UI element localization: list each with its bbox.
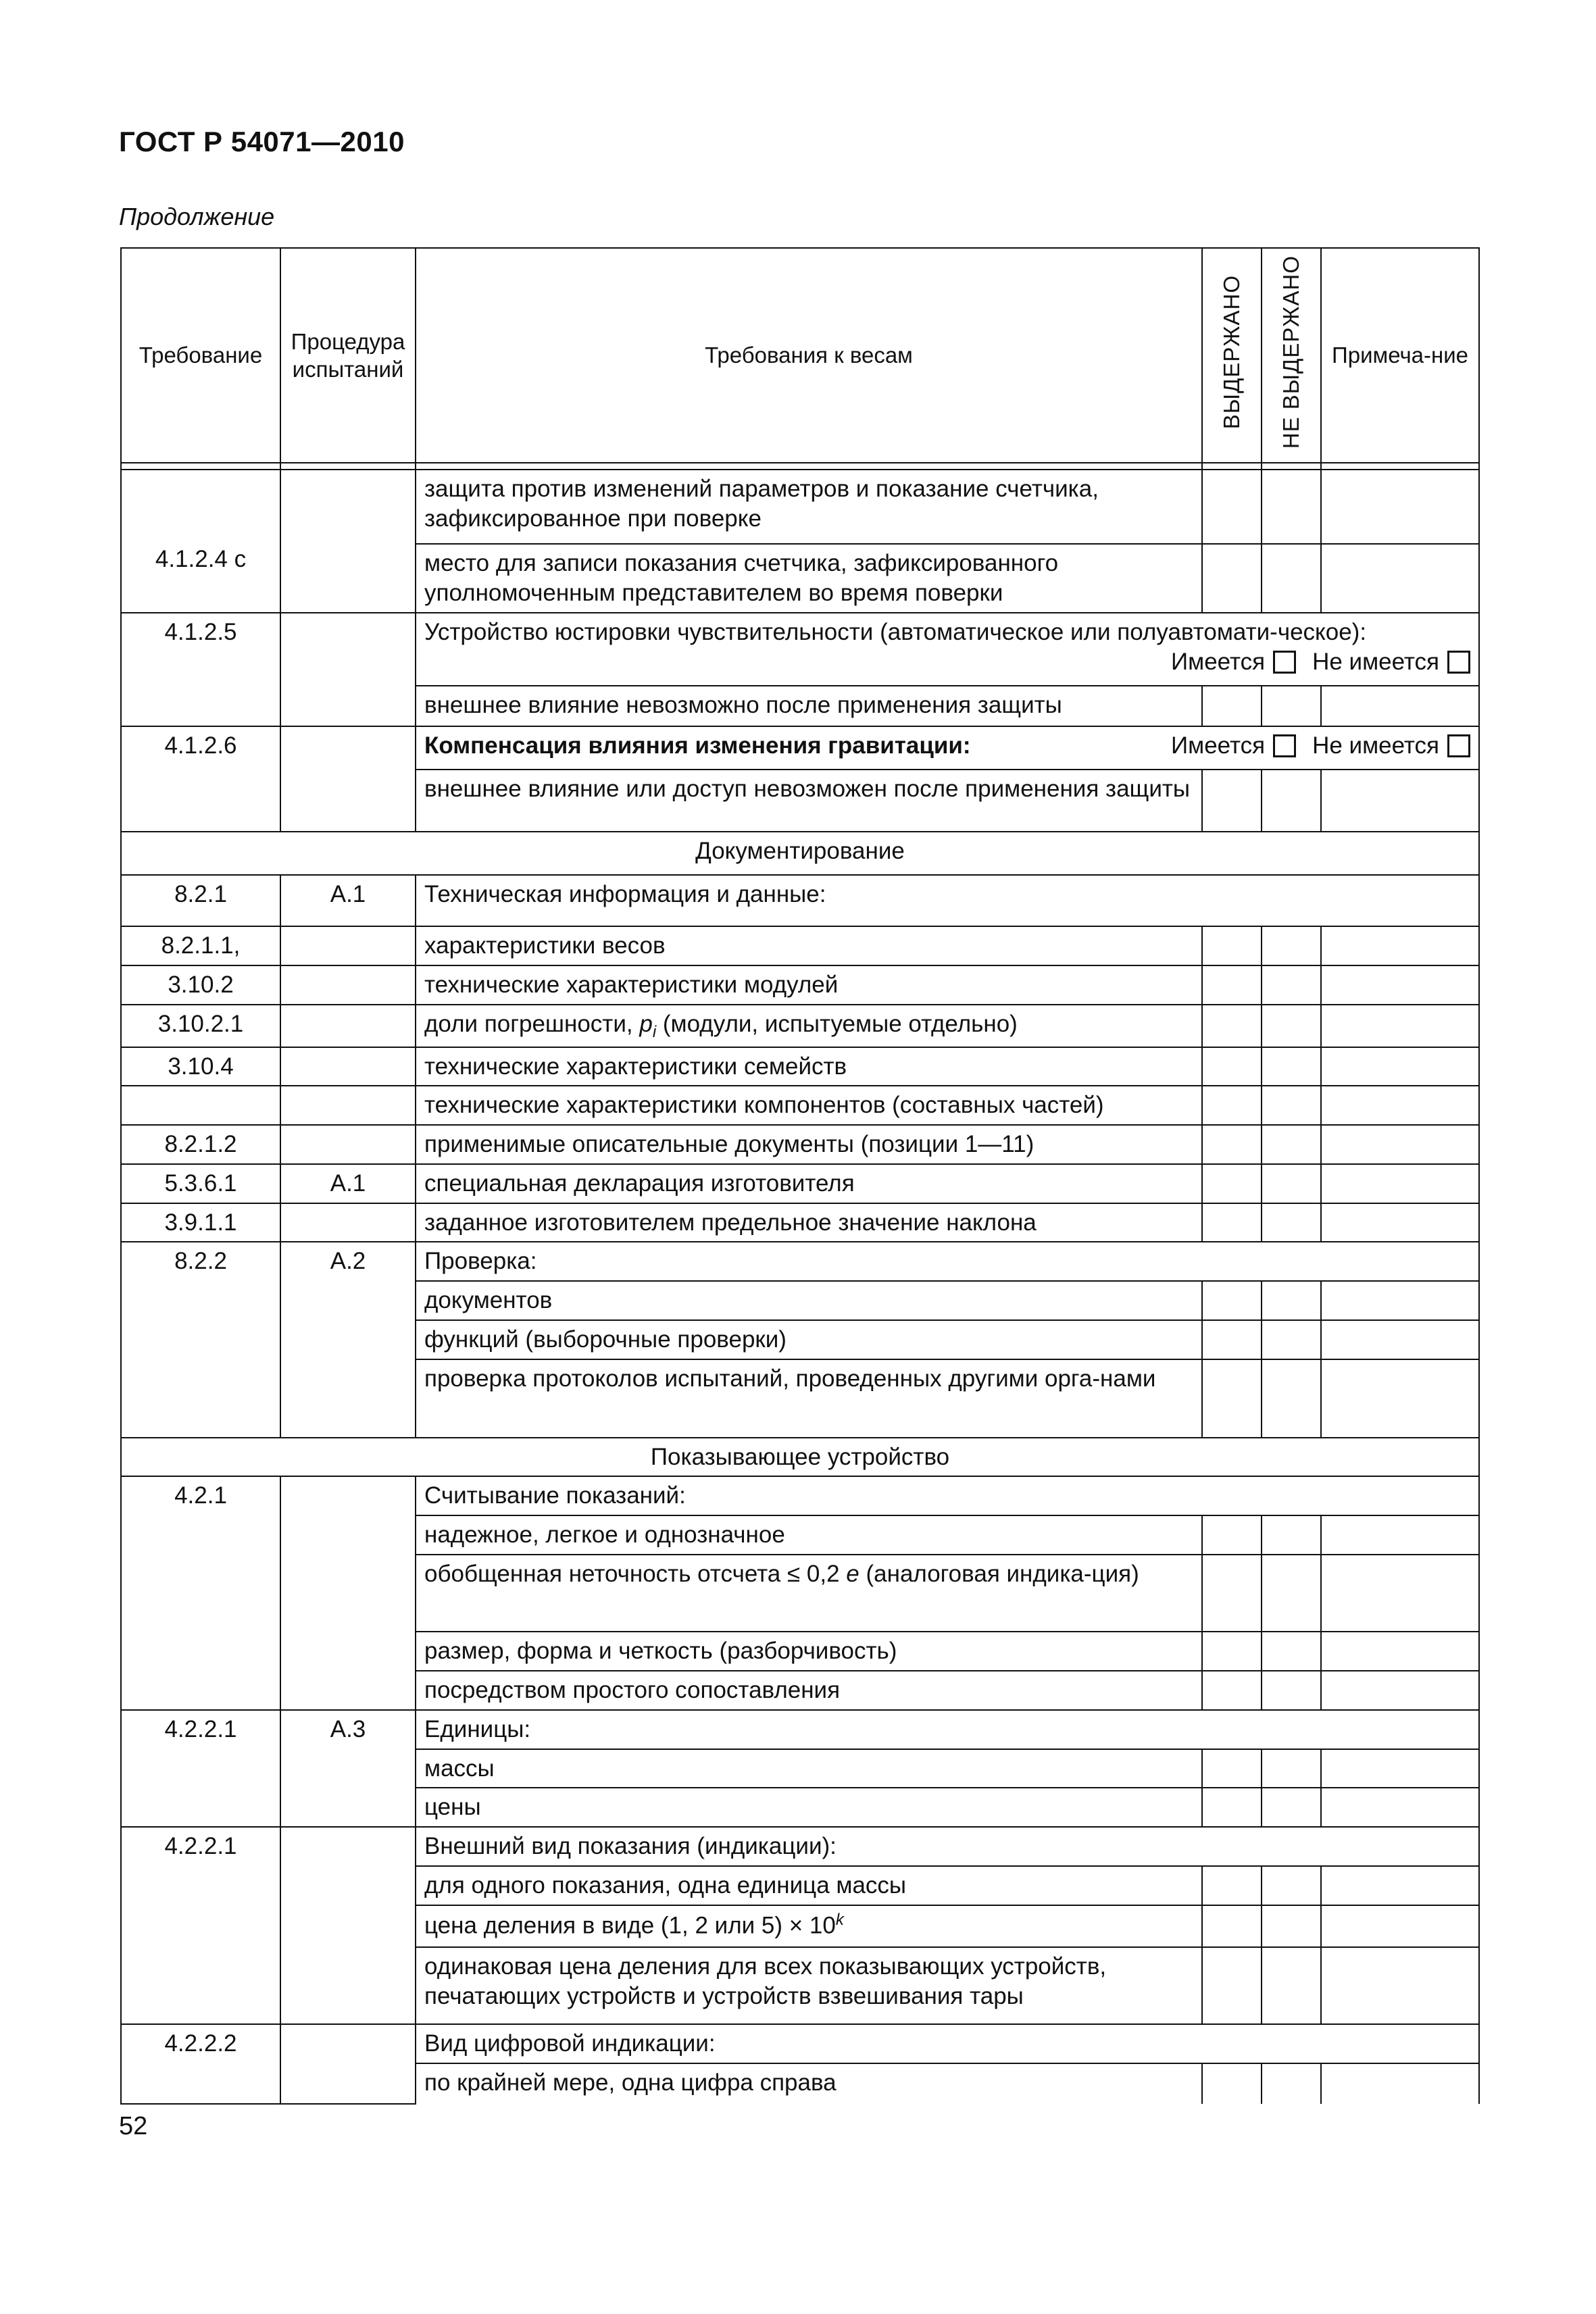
failed-cell[interactable] — [1262, 1359, 1321, 1438]
req-title: Техническая информация и данные: — [416, 875, 1479, 926]
option-line — [424, 647, 1470, 677]
req-code: 8.2.2 — [121, 1242, 280, 1437]
req-title: Единицы: — [416, 1710, 1479, 1749]
checkbox-hasnot[interactable] — [1447, 734, 1470, 757]
table-row — [121, 926, 1479, 965]
passed-cell[interactable] — [1202, 1125, 1262, 1164]
note-cell[interactable] — [1321, 1125, 1479, 1164]
table-row — [121, 875, 1479, 926]
page-number: 52 — [119, 2112, 148, 2140]
req-text: цены — [416, 1788, 1202, 1827]
req-text: проверка протоколов испытаний, проведенных другими орга-нами — [416, 1359, 1202, 1438]
failed-cell[interactable] — [1262, 1086, 1321, 1125]
checkbox-has[interactable] — [1273, 651, 1296, 674]
section-documentation: Документирование — [121, 832, 1479, 875]
option-has-label: Имеется — [1170, 648, 1266, 675]
col-passed — [1202, 248, 1262, 463]
table-row — [121, 1476, 1479, 1515]
section-row — [121, 832, 1479, 875]
passed-cell[interactable] — [1202, 1632, 1262, 1671]
req-text: цена деления в виде (1, 2 или $5) \times 10^k$ — [416, 1905, 1202, 1947]
checkbox-has[interactable] — [1273, 734, 1296, 757]
table-row — [121, 1242, 1479, 1281]
req-text: применимые описательные документы (позиции 1—11) — [416, 1125, 1202, 1164]
failed-cell[interactable] — [1262, 1125, 1321, 1164]
note-cell[interactable] — [1321, 770, 1479, 832]
failed-cell[interactable] — [1262, 1203, 1321, 1242]
req-text: специальная декларация изготовителя — [416, 1164, 1202, 1203]
table-row — [121, 1005, 1479, 1047]
passed-cell[interactable] — [1202, 965, 1262, 1005]
table-row — [121, 613, 1479, 686]
req-title: Внешний вид показания (индикации): — [416, 1827, 1479, 1866]
table-row — [121, 1710, 1479, 1749]
table-row — [121, 2024, 1479, 2063]
table-header-row — [121, 248, 1479, 463]
proc-code: A.3 — [280, 1710, 416, 1828]
table-row — [121, 726, 1479, 770]
req-heading — [416, 613, 1479, 686]
note-cell[interactable] — [1321, 1359, 1479, 1438]
req-text: внешнее влияние невозможно после применения защиты — [416, 686, 1202, 726]
req-text: внешнее влияние или доступ невозможен после применения защиты — [416, 770, 1202, 832]
requirements-table — [120, 247, 1480, 2105]
req-text: посредством простого сопоставления — [416, 1671, 1202, 1710]
failed-cell[interactable] — [1262, 1281, 1321, 1320]
req-text: для одного показания, одна единица массы — [416, 1866, 1202, 1905]
col-failed-label: НЕ ВЫДЕРЖАНО — [1278, 255, 1304, 449]
passed-cell[interactable] — [1202, 1164, 1262, 1203]
failed-cell[interactable] — [1262, 1749, 1321, 1788]
req-title: Устройство юстировки чувствительности (автоматическое или полуавтомати-ческое): — [424, 619, 1367, 645]
passed-cell[interactable] — [1202, 1515, 1262, 1555]
passed-cell[interactable] — [1202, 1905, 1262, 1947]
req-text: документов — [416, 1281, 1202, 1320]
option-hasnot-label: Не имеется — [1312, 648, 1439, 675]
note-cell[interactable] — [1321, 544, 1479, 613]
passed-cell[interactable] — [1202, 1203, 1262, 1242]
req-code: 3.10.2.1 — [121, 1005, 280, 1047]
req-title: Вид цифровой индикации: — [416, 2024, 1479, 2063]
note-cell[interactable] — [1321, 1086, 1479, 1125]
req-text: место для записи показания счетчика, зафиксированного уполномоченным представителем во время поверки — [416, 544, 1202, 613]
passed-cell[interactable] — [1202, 686, 1262, 726]
note-cell[interactable] — [1321, 1203, 1479, 1242]
req-code: 3.10.2 — [121, 965, 280, 1005]
failed-cell[interactable] — [1262, 1866, 1321, 1905]
table-row — [121, 1086, 1479, 1125]
failed-cell[interactable] — [1262, 1905, 1321, 1947]
req-code: 4.2.2.2 — [121, 2024, 280, 2104]
passed-cell[interactable] — [1202, 1086, 1262, 1125]
table-row — [121, 965, 1479, 1005]
req-text: функций (выборочные проверки) — [416, 1320, 1202, 1359]
failed-cell[interactable] — [1262, 770, 1321, 832]
section-indicating-device: Показывающее устройство — [121, 1438, 1479, 1477]
passed-cell[interactable] — [1202, 1281, 1262, 1320]
note-cell[interactable] — [1321, 1320, 1479, 1359]
req-code: 8.2.1.2 — [121, 1125, 280, 1164]
passed-cell[interactable] — [1202, 1555, 1262, 1632]
col-note: Примеча-ние — [1321, 248, 1479, 463]
section-row — [121, 1438, 1479, 1477]
failed-cell[interactable] — [1262, 470, 1321, 544]
req-title: Проверка: — [416, 1242, 1479, 1281]
note-cell[interactable] — [1321, 1788, 1479, 1827]
note-cell[interactable] — [1321, 1947, 1479, 2024]
passed-cell[interactable] — [1202, 1671, 1262, 1710]
req-code: 4.2.2.1 — [121, 1710, 280, 1828]
req-text: заданное изготовителем предельное значение наклона — [416, 1203, 1202, 1242]
passed-cell[interactable] — [1202, 770, 1262, 832]
req-code: 4.1.2.4 c — [121, 470, 280, 613]
note-cell[interactable] — [1321, 2063, 1479, 2104]
req-text: размер, форма и четкость (разборчивость) — [416, 1632, 1202, 1671]
req-code: 4.1.2.6 — [121, 726, 280, 832]
failed-cell[interactable] — [1262, 686, 1321, 726]
req-code: 8.2.1.1, — [121, 926, 280, 965]
req-title: Компенсация влияния изменения гравитации: — [424, 732, 971, 759]
failed-cell[interactable] — [1262, 544, 1321, 613]
note-cell[interactable] — [1321, 1632, 1479, 1671]
col-scale-requirements: Требования к весам — [416, 248, 1202, 463]
failed-cell[interactable] — [1262, 1632, 1321, 1671]
proc-code: A.2 — [280, 1242, 416, 1437]
passed-cell[interactable] — [1202, 544, 1262, 613]
note-cell[interactable] — [1321, 1005, 1479, 1047]
req-code: 8.2.1 — [121, 875, 280, 926]
note-cell[interactable] — [1321, 1281, 1479, 1320]
req-text: по крайней мере, одна цифра справа — [416, 2063, 1202, 2104]
passed-cell[interactable] — [1202, 1047, 1262, 1086]
passed-cell[interactable] — [1202, 1359, 1262, 1438]
proc-code: A.1 — [280, 1164, 416, 1203]
col-requirement: Требование — [121, 248, 280, 463]
failed-cell[interactable] — [1262, 965, 1321, 1005]
col-passed-label: ВЫДЕРЖАНО — [1219, 275, 1245, 430]
req-code: 3.10.4 — [121, 1047, 280, 1086]
note-cell[interactable] — [1321, 470, 1479, 544]
req-text: технические характеристики компонентов (составных частей) — [416, 1086, 1202, 1125]
continuation-label: Продолжение — [119, 203, 275, 230]
passed-cell[interactable] — [1202, 1788, 1262, 1827]
failed-cell[interactable] — [1262, 1515, 1321, 1555]
passed-cell[interactable] — [1202, 1320, 1262, 1359]
note-cell[interactable] — [1321, 1749, 1479, 1788]
passed-cell[interactable] — [1202, 926, 1262, 965]
failed-cell[interactable] — [1262, 926, 1321, 965]
note-cell[interactable] — [1321, 1164, 1479, 1203]
header-gap — [121, 463, 1479, 470]
table-row — [121, 1164, 1479, 1203]
note-cell[interactable] — [1321, 1047, 1479, 1086]
failed-cell[interactable] — [1262, 1947, 1321, 2024]
req-heading — [416, 726, 1479, 770]
req-code: 4.2.2.1 — [121, 1827, 280, 2024]
req-title: Считывание показаний: — [416, 1476, 1479, 1515]
note-cell[interactable] — [1321, 686, 1479, 726]
failed-cell[interactable] — [1262, 1671, 1321, 1710]
req-text: массы — [416, 1749, 1202, 1788]
table-row — [121, 1047, 1479, 1086]
req-text: одинаковая цена деления для всех показывающих устройств, печатающих устройств и устройств взвешивания тары — [416, 1947, 1202, 2024]
checkbox-hasnot[interactable] — [1447, 651, 1470, 674]
table-row — [121, 1827, 1479, 1866]
req-text: технические характеристики семейств — [416, 1047, 1202, 1086]
req-text: технические характеристики модулей — [416, 965, 1202, 1005]
table-row — [121, 470, 1479, 544]
table-row — [121, 1125, 1479, 1164]
req-text: доли погрешности, $p_i$ (модули, испытуемые отдельно) — [416, 1005, 1202, 1047]
note-cell[interactable] — [1321, 1866, 1479, 1905]
note-cell[interactable] — [1321, 1515, 1479, 1555]
option-has-label: Имеется — [1170, 732, 1266, 759]
req-text: обобщенная неточность отсчета ≤ 0,2 e (аналоговая индика-ция) — [416, 1555, 1202, 1632]
note-cell[interactable] — [1321, 1671, 1479, 1710]
failed-cell[interactable] — [1262, 1555, 1321, 1632]
req-code: 4.2.1 — [121, 1476, 280, 1709]
passed-cell[interactable] — [1202, 1749, 1262, 1788]
failed-cell[interactable] — [1262, 1788, 1321, 1827]
col-failed — [1262, 248, 1321, 463]
failed-cell[interactable] — [1262, 1047, 1321, 1086]
passed-cell[interactable] — [1202, 470, 1262, 544]
passed-cell[interactable] — [1202, 1005, 1262, 1047]
req-text: защита против изменений параметров и показание счетчика, зафиксированное при поверке — [416, 470, 1202, 544]
table-row — [121, 1203, 1479, 1242]
req-code: 3.9.1.1 — [121, 1203, 280, 1242]
passed-cell[interactable] — [1202, 1866, 1262, 1905]
failed-cell[interactable] — [1262, 1320, 1321, 1359]
note-cell[interactable] — [1321, 1905, 1479, 1947]
col-procedure: Процедура испытаний — [280, 248, 416, 463]
note-cell[interactable] — [1321, 926, 1479, 965]
failed-cell[interactable] — [1262, 2063, 1321, 2104]
req-text: надежное, легкое и однозначное — [416, 1515, 1202, 1555]
passed-cell[interactable] — [1202, 2063, 1262, 2104]
note-cell[interactable] — [1321, 965, 1479, 1005]
passed-cell[interactable] — [1202, 1947, 1262, 2024]
req-code: 5.3.6.1 — [121, 1164, 280, 1203]
req-text: характеристики весов — [416, 926, 1202, 965]
option-hasnot-label: Не имеется — [1312, 732, 1439, 759]
failed-cell[interactable] — [1262, 1005, 1321, 1047]
document-title: ГОСТ Р 54071—2010 — [119, 126, 405, 157]
note-cell[interactable] — [1321, 1555, 1479, 1632]
failed-cell[interactable] — [1262, 1164, 1321, 1203]
req-code: 4.1.2.5 — [121, 613, 280, 726]
proc-code: A.1 — [280, 875, 416, 926]
